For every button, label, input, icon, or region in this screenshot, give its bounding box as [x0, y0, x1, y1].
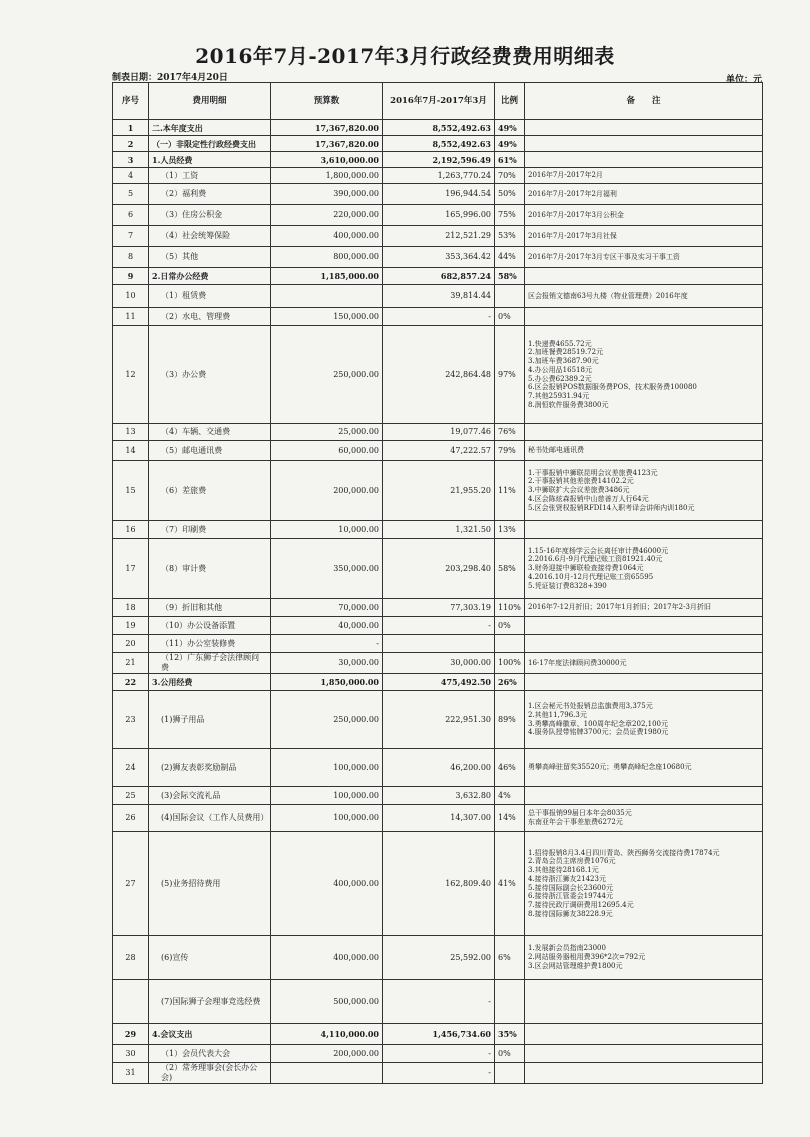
- note-line: 6.区会报销POS数据服务费POS、技术服务费100080: [528, 383, 697, 392]
- row-ratio: 14%: [495, 805, 525, 832]
- row-index: 8: [113, 247, 149, 268]
- row-actual: 222,951.30: [383, 691, 495, 749]
- row-note: [525, 674, 763, 691]
- note-line: 2.加班餐费28519.72元: [528, 348, 604, 357]
- row-actual: -: [383, 1045, 495, 1063]
- note-line: 2.网站服务器租用费396*2次=792元: [528, 953, 646, 962]
- row-actual: 47,222.57: [383, 441, 495, 461]
- row-budget: 500,000.00: [271, 980, 383, 1024]
- row-ratio: 58%: [495, 268, 525, 285]
- row-note: [525, 521, 763, 539]
- note-line: 16-17年度法律顾问费30000元: [528, 658, 627, 667]
- table-row: [113, 226, 763, 247]
- note-line: 4.区会陈炫森报销中山慈善万人行64元: [528, 494, 649, 503]
- row-index: 12: [113, 326, 149, 424]
- row-budget: 100,000.00: [271, 787, 383, 805]
- row-budget: 1,850,000.00: [271, 674, 383, 691]
- row-note: [525, 120, 763, 136]
- row-note: [525, 936, 763, 980]
- row-actual: 353,364.42: [383, 247, 495, 268]
- row-actual: 8,552,492.63: [383, 136, 495, 152]
- row-note: [525, 691, 763, 749]
- row-name: （9）折旧和其他: [149, 599, 271, 617]
- row-ratio: 41%: [495, 832, 525, 936]
- row-note: [525, 268, 763, 285]
- expense-table: [112, 82, 763, 1084]
- note-line: 3.加班车费3687.90元: [528, 357, 599, 365]
- row-actual: 39,814.44: [383, 285, 495, 308]
- row-actual: -: [383, 980, 495, 1024]
- row-ratio: 0%: [495, 308, 525, 326]
- row-name: （1）工资: [149, 168, 271, 184]
- note-line: 1.15-16年度杨学云会长离任审计费46000元: [528, 546, 669, 555]
- row-note: [525, 653, 763, 674]
- row-actual: 25,592.00: [383, 936, 495, 980]
- row-note: [525, 1063, 763, 1084]
- row-name: (7)国际狮子会理事竞选经费: [149, 980, 271, 1024]
- row-ratio: 70%: [495, 168, 525, 184]
- row-name: (1)狮子用品: [149, 691, 271, 749]
- table-row: [113, 247, 763, 268]
- row-index: 14: [113, 441, 149, 461]
- table-row: [113, 1063, 763, 1084]
- row-ratio: 110%: [495, 599, 525, 617]
- row-note: [525, 152, 763, 168]
- row-name: （3）住房公积金: [149, 205, 271, 226]
- note-line: 2.青岛会员主席房费1076元: [528, 857, 616, 866]
- row-name: （7）印刷费: [149, 521, 271, 539]
- row-budget: 17,367,820.00: [271, 120, 383, 136]
- header-ratio: 比例: [495, 83, 525, 120]
- note-line: 1.发展新会员指南23000: [528, 944, 606, 953]
- row-index: 26: [113, 805, 149, 832]
- row-name: 4.会议支出: [149, 1024, 271, 1045]
- row-note: [525, 787, 763, 805]
- row-budget: 390,000.00: [271, 184, 383, 205]
- row-note: [525, 980, 763, 1024]
- row-ratio: 50%: [495, 184, 525, 205]
- note-line: 东南亚年会干事差旅费6272元: [528, 818, 623, 826]
- row-note: [525, 539, 763, 599]
- row-name: （6）差旅费: [149, 461, 271, 521]
- row-note: [525, 184, 763, 205]
- row-budget: 70,000.00: [271, 599, 383, 617]
- row-index: 28: [113, 936, 149, 980]
- row-budget: 250,000.00: [271, 691, 383, 749]
- note-line: 3.其他接待28168.1元: [528, 866, 599, 874]
- row-name: 2.日常办公经费: [149, 268, 271, 285]
- row-index: 4: [113, 168, 149, 184]
- row-name: (3)会际交流礼品: [149, 787, 271, 805]
- row-index: 11: [113, 308, 149, 326]
- table-row: [113, 441, 763, 461]
- note-line: 2.2016.6月-9月代理记账工资81921.40元: [528, 555, 663, 564]
- document-title: 2016年7月-2017年3月行政经费费用明细表: [195, 44, 615, 68]
- row-ratio: [495, 1063, 525, 1084]
- row-actual: 14,307.00: [383, 805, 495, 832]
- note-line: 总干事报销99届日本年会8035元: [528, 809, 632, 818]
- header-name: 费用明细: [149, 83, 271, 120]
- header-actual: 2016年7月-2017年3月: [383, 83, 495, 120]
- row-actual: 1,263,770.24: [383, 168, 495, 184]
- row-budget: 30,000.00: [271, 653, 383, 674]
- row-budget: 25,000.00: [271, 424, 383, 441]
- row-name: （3）办公费: [149, 326, 271, 424]
- note-line: 1.区会秘元书处报销总监旗费用3,375元: [528, 702, 653, 710]
- table-row: [113, 120, 763, 136]
- row-ratio: 0%: [495, 1045, 525, 1063]
- row-budget: 350,000.00: [271, 539, 383, 599]
- table-row: [113, 936, 763, 980]
- note-line: 勇攀高峰驻留奖35520元；勇攀高峰纪念座10680元: [528, 763, 692, 772]
- row-budget: 250,000.00: [271, 326, 383, 424]
- row-index: 15: [113, 461, 149, 521]
- row-ratio: 100%: [495, 653, 525, 674]
- row-note: [525, 749, 763, 787]
- note-line: 3.区会网站管理维护费1800元: [528, 961, 623, 970]
- row-note: [525, 285, 763, 308]
- note-line: 7.其他25931.94元: [528, 392, 590, 400]
- row-budget: 800,000.00: [271, 247, 383, 268]
- table-row: [113, 617, 763, 635]
- row-ratio: 49%: [495, 136, 525, 152]
- row-budget: 100,000.00: [271, 749, 383, 787]
- row-budget: 3,610,000.00: [271, 152, 383, 168]
- row-index: 22: [113, 674, 149, 691]
- table-row: [113, 168, 763, 184]
- row-name: (5)业务招待费用: [149, 832, 271, 936]
- note-line: 4.2016.10月-12月代理记账工资65595: [528, 572, 654, 581]
- row-note: [525, 599, 763, 617]
- row-ratio: 76%: [495, 424, 525, 441]
- row-actual: 77,303.19: [383, 599, 495, 617]
- row-actual: 242,864.48: [383, 326, 495, 424]
- table-row: [113, 136, 763, 152]
- row-budget: 200,000.00: [271, 1045, 383, 1063]
- row-index: 16: [113, 521, 149, 539]
- table-row: [113, 1024, 763, 1045]
- row-index: [113, 980, 149, 1024]
- row-index: 5: [113, 184, 149, 205]
- table-row: [113, 205, 763, 226]
- table-row: [113, 268, 763, 285]
- table-row: [113, 599, 763, 617]
- note-line: 1.快递费4655.72元: [528, 339, 592, 348]
- row-index: 25: [113, 787, 149, 805]
- row-budget: 60,000.00: [271, 441, 383, 461]
- row-index: 6: [113, 205, 149, 226]
- table-row: [113, 653, 763, 674]
- row-name: 1.人员经费: [149, 152, 271, 168]
- note-line: 2.其他11,796.3元: [528, 710, 587, 719]
- note-line: 5.接待国际副会长23600元: [528, 883, 613, 892]
- row-name: （10）办公设备添置: [149, 617, 271, 635]
- row-name: （4）社会统筹保险: [149, 226, 271, 247]
- row-note: [525, 617, 763, 635]
- row-ratio: 4%: [495, 787, 525, 805]
- table-row: [113, 461, 763, 521]
- header-idx: 序号: [113, 83, 149, 120]
- row-actual: 203,298.40: [383, 539, 495, 599]
- note-line: 4.办公用品16518元: [528, 365, 592, 374]
- row-index: 21: [113, 653, 149, 674]
- row-index: 1: [113, 120, 149, 136]
- row-index: 13: [113, 424, 149, 441]
- row-note: [525, 635, 763, 653]
- note-line: 8.接待国际狮友38228.9元: [528, 909, 613, 918]
- row-index: 31: [113, 1063, 149, 1084]
- row-ratio: [495, 635, 525, 653]
- table-row: [113, 1045, 763, 1063]
- row-actual: 1,321.50: [383, 521, 495, 539]
- row-note: [525, 205, 763, 226]
- row-name: 3.公用经费: [149, 674, 271, 691]
- row-name: （12）广东狮子会法律顾问费: [149, 653, 271, 674]
- note-line: 3.勇攀高峰徽章、100周年纪念章202,100元: [528, 719, 668, 728]
- note-line: 2016年7月-2017年3月专区干事及实习干事工资: [528, 252, 680, 261]
- row-actual: 2,192,596.49: [383, 152, 495, 168]
- row-budget: 220,000.00: [271, 205, 383, 226]
- row-actual: 196,944.54: [383, 184, 495, 205]
- note-line: 秘书处邮电通讯费: [528, 446, 584, 455]
- note-line: 3.中狮联扩大会议差旅费3486元: [528, 486, 630, 495]
- table-row: [113, 285, 763, 308]
- table-row: [113, 832, 763, 936]
- row-ratio: 35%: [495, 1024, 525, 1045]
- row-index: 7: [113, 226, 149, 247]
- row-ratio: 13%: [495, 521, 525, 539]
- row-index: 9: [113, 268, 149, 285]
- table-row: [113, 674, 763, 691]
- row-note: [525, 441, 763, 461]
- row-ratio: [495, 285, 525, 308]
- table-row: [113, 805, 763, 832]
- table-row: [113, 521, 763, 539]
- row-actual: 8,552,492.63: [383, 120, 495, 136]
- row-budget: 400,000.00: [271, 832, 383, 936]
- note-line: 2016年7月-2017年3月公积金: [528, 210, 624, 219]
- row-note: [525, 461, 763, 521]
- note-line: 7.接待民政厅调研费用12695.4元: [528, 901, 634, 909]
- table-header-row: [113, 83, 763, 120]
- header-note: 备 注: [525, 83, 763, 120]
- row-index: 23: [113, 691, 149, 749]
- row-ratio: 26%: [495, 674, 525, 691]
- row-ratio: 79%: [495, 441, 525, 461]
- note-line: 4.服务队授带铭牌3700元；会员证费1980元: [528, 728, 669, 737]
- row-name: （11）办公室装修费: [149, 635, 271, 653]
- row-index: 30: [113, 1045, 149, 1063]
- row-actual: 30,000.00: [383, 653, 495, 674]
- row-name: (6)宣传: [149, 936, 271, 980]
- row-name: (4)国际会议（工作人员费用）: [149, 805, 271, 832]
- note-line: 区会报销文德南63号九楼（物业管理费）2016年度: [528, 291, 688, 300]
- row-name: （4）车辆、交通费: [149, 424, 271, 441]
- row-ratio: 49%: [495, 120, 525, 136]
- row-index: 20: [113, 635, 149, 653]
- row-ratio: 6%: [495, 936, 525, 980]
- note-line: 2.干事报销其他差旅费14102.2元: [528, 477, 634, 486]
- table-row: [113, 539, 763, 599]
- table-row: [113, 635, 763, 653]
- note-line: 1.招待报销8月3.4日四川青岛、陕西狮务交流接待费17874元: [528, 848, 720, 857]
- row-note: [525, 805, 763, 832]
- table-row: [113, 326, 763, 424]
- row-index: 24: [113, 749, 149, 787]
- row-index: 10: [113, 285, 149, 308]
- row-actual: 1,456,734.60: [383, 1024, 495, 1045]
- note-line: 2016年7月-2017年3月社保: [528, 231, 617, 240]
- row-note: [525, 168, 763, 184]
- row-name: （8）审计费: [149, 539, 271, 599]
- row-note: [525, 1045, 763, 1063]
- row-name: （2）水电、管理费: [149, 308, 271, 326]
- table-row: [113, 749, 763, 787]
- row-name: (2)狮友表彰奖励制品: [149, 749, 271, 787]
- row-note: [525, 308, 763, 326]
- table-row: [113, 424, 763, 441]
- row-name: （1）会员代表大会: [149, 1045, 271, 1063]
- note-line: 6.接待浙江管委会19744元: [528, 892, 613, 901]
- table-row: [113, 184, 763, 205]
- row-actual: -: [383, 308, 495, 326]
- row-note: [525, 1024, 763, 1045]
- unit-label: 单位：元: [725, 75, 762, 85]
- note-line: 4.接待浙江狮友21423元: [528, 874, 606, 883]
- row-ratio: 44%: [495, 247, 525, 268]
- row-actual: 475,492.50: [383, 674, 495, 691]
- row-name: （5）其他: [149, 247, 271, 268]
- note-line: 5.办公费62389.2元: [528, 374, 592, 383]
- row-actual: 165,996.00: [383, 205, 495, 226]
- row-actual: 21,955.20: [383, 461, 495, 521]
- row-actual: 19,077.46: [383, 424, 495, 441]
- row-budget: [271, 1063, 383, 1084]
- row-name: （1）租赁费: [149, 285, 271, 308]
- row-ratio: 0%: [495, 617, 525, 635]
- note-line: 2016年7月-2017年2月: [528, 171, 603, 180]
- row-budget: 1,800,000.00: [271, 168, 383, 184]
- table-row: [113, 308, 763, 326]
- row-index: 17: [113, 539, 149, 599]
- row-ratio: 61%: [495, 152, 525, 168]
- row-budget: 400,000.00: [271, 936, 383, 980]
- row-actual: 212,521.29: [383, 226, 495, 247]
- row-index: 18: [113, 599, 149, 617]
- row-name: 二.本年度支出: [149, 120, 271, 136]
- row-note: [525, 424, 763, 441]
- row-note: [525, 226, 763, 247]
- row-ratio: [495, 980, 525, 1024]
- row-budget: 100,000.00: [271, 805, 383, 832]
- table-row: [113, 691, 763, 749]
- row-name: （2）福利费: [149, 184, 271, 205]
- row-note: [525, 832, 763, 936]
- row-actual: 682,857.24: [383, 268, 495, 285]
- note-line: 2016年7月-2017年2月福利: [528, 189, 617, 198]
- note-line: 5.区会张贤权报销RFDI14入职考译会讲师内训180元: [528, 503, 695, 512]
- row-actual: [383, 635, 495, 653]
- row-budget: 40,000.00: [271, 617, 383, 635]
- row-budget: 150,000.00: [271, 308, 383, 326]
- row-budget: [271, 285, 383, 308]
- row-index: 19: [113, 617, 149, 635]
- note-line: 2016年7-12月折旧；2017年1月折旧；2017年2-3月折旧: [528, 603, 711, 612]
- row-ratio: 75%: [495, 205, 525, 226]
- table-row: [113, 787, 763, 805]
- header-budget: 预算数: [271, 83, 383, 120]
- row-note: [525, 247, 763, 268]
- row-budget: 400,000.00: [271, 226, 383, 247]
- row-budget: 10,000.00: [271, 521, 383, 539]
- row-index: 29: [113, 1024, 149, 1045]
- row-ratio: 58%: [495, 539, 525, 599]
- row-name: （5）邮电通讯费: [149, 441, 271, 461]
- note-line: 5.凭证装订费8328+390: [528, 581, 607, 590]
- row-index: 2: [113, 136, 149, 152]
- table-body: [113, 120, 763, 1084]
- note-line: 3.财务迎接中狮联检查接待费1064元: [528, 564, 644, 573]
- row-note: [525, 326, 763, 424]
- row-budget: 17,367,820.00: [271, 136, 383, 152]
- note-line: 1.干事报销中狮联昆明会议差旅费4123元: [528, 468, 658, 477]
- table-row: [113, 152, 763, 168]
- row-ratio: 11%: [495, 461, 525, 521]
- row-ratio: 46%: [495, 749, 525, 787]
- row-index: 27: [113, 832, 149, 936]
- row-budget: 1,185,000.00: [271, 268, 383, 285]
- row-actual: 162,809.40: [383, 832, 495, 936]
- row-actual: -: [383, 617, 495, 635]
- row-index: 3: [113, 152, 149, 168]
- table-row: [113, 980, 763, 1024]
- row-ratio: 97%: [495, 326, 525, 424]
- row-name: （2）常务理事会(会长办公会): [149, 1063, 271, 1084]
- row-ratio: 53%: [495, 226, 525, 247]
- row-budget: 4,110,000.00: [271, 1024, 383, 1045]
- row-budget: -: [271, 635, 383, 653]
- row-budget: 200,000.00: [271, 461, 383, 521]
- row-ratio: 89%: [495, 691, 525, 749]
- row-name: （一）非限定性行政经费支出: [149, 136, 271, 152]
- note-line: 8.润恒软件服务费3800元: [528, 400, 609, 409]
- row-actual: 46,200.00: [383, 749, 495, 787]
- row-actual: 3,632.80: [383, 787, 495, 805]
- date-label: 制表日期：2017年4月20日: [112, 73, 228, 83]
- row-actual: -: [383, 1063, 495, 1084]
- row-note: [525, 136, 763, 152]
